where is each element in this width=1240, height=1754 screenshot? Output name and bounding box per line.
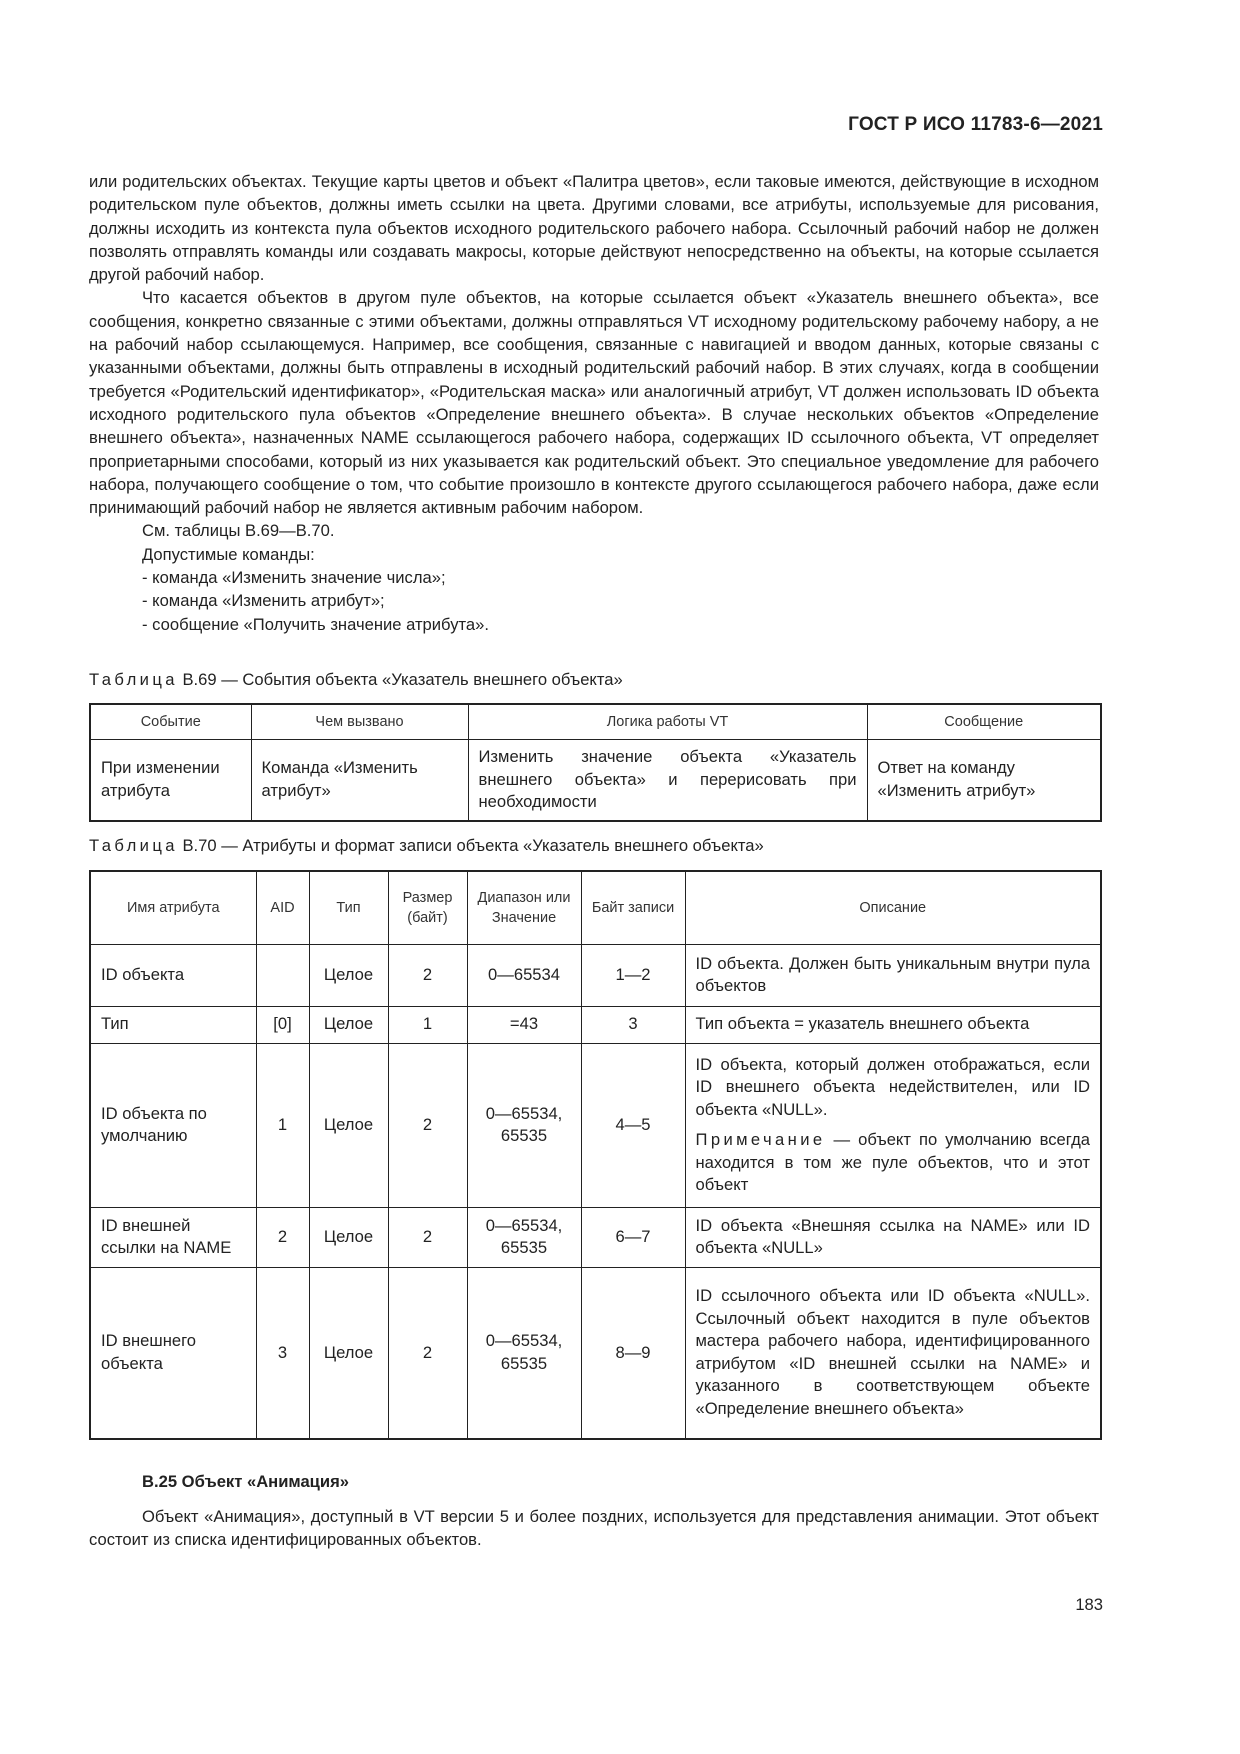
table-caption-text: В.70 — Атрибуты и формат записи объекта «Указатель внешнего объекта» — [177, 836, 764, 855]
attribute-name: ID внешнего объекта — [90, 1267, 256, 1439]
note-label: Примечание — [695, 1130, 826, 1149]
attribute-description: ID ссылочного объекта или ID объекта «NULL». Ссылочный объект находится в пуле объектов мастера рабочего набора, идентифицированного атрибутом «ID внешней ссылки на NAME» и указанного в соответствующем объекте «Определение внешнего объекта» — [685, 1267, 1101, 1439]
command-item: - команда «Изменить атрибут»; — [142, 591, 385, 611]
attribute-type: Целое — [309, 1006, 388, 1043]
table-caption-label: Таблица — [89, 670, 178, 689]
attribute-name: ID объекта по умолчанию — [90, 1043, 256, 1207]
section-paragraph: Объект «Анимация», доступный в VT версии 5 и более поздних, используется для представления анимации. Этот объект состоит из списка идентифицированных объектов. — [89, 1507, 1099, 1550]
attribute-size: 1 — [388, 1006, 467, 1043]
column-header: Размер (байт) — [388, 871, 467, 944]
attribute-description: ID объекта «Внешняя ссылка на NAME» или ID объекта «NULL» — [685, 1207, 1101, 1267]
note-text: — объект по умолчанию всегда находится в том же пуле объектов, что и этот объект — [695, 1130, 1090, 1194]
attribute-type: Целое — [309, 1043, 388, 1207]
attribute-bytes: 3 — [581, 1006, 685, 1043]
attribute-size: 2 — [388, 944, 467, 1006]
attribute-bytes: 4—5 — [581, 1043, 685, 1207]
table-cell: Команда «Изменить атрибут» — [251, 739, 468, 821]
column-header: Сообщение — [867, 704, 1101, 739]
attribute-name: ID объекта — [90, 944, 256, 1006]
attribute-aid: 1 — [256, 1043, 309, 1207]
column-header: Имя атрибута — [90, 871, 256, 944]
attribute-type: Целое — [309, 944, 388, 1006]
attribute-bytes: 6—7 — [581, 1207, 685, 1267]
column-header: Логика работы VT — [468, 704, 867, 739]
attribute-range: =43 — [467, 1006, 581, 1043]
table-69-caption — [89, 670, 623, 690]
table-row — [90, 1207, 1101, 1267]
attribute-range: 0—65534, 65535 — [467, 1207, 581, 1267]
attribute-type: Целое — [309, 1267, 388, 1439]
table-70-caption — [89, 836, 764, 856]
allowed-commands-title: Допустимые команды: — [142, 544, 315, 564]
column-header: Описание — [685, 871, 1101, 944]
table-row — [90, 739, 1101, 821]
attribute-aid: 2 — [256, 1207, 309, 1267]
command-item: - команда «Изменить значение числа»; — [142, 568, 446, 588]
attribute-range: 0—65534, 65535 — [467, 1043, 581, 1207]
section-title: В.25 Объект «Анимация» — [142, 1472, 350, 1491]
attribute-aid: [0] — [256, 1006, 309, 1043]
attribute-description: ID объекта. Должен быть уникальным внутри пула объектов — [685, 944, 1101, 1006]
description-note — [696, 1129, 1091, 1197]
table-row — [90, 1043, 1101, 1207]
column-header: Байт записи — [581, 871, 685, 944]
see-tables-line: См. таблицы В.69—В.70. — [142, 521, 335, 541]
table-70 — [89, 870, 1102, 1440]
attribute-range: 0—65534 — [467, 944, 581, 1006]
column-header: Диапазон или Значение — [467, 871, 581, 944]
page-number: 183 — [1075, 1595, 1103, 1614]
table-cell: Ответ на команду «Изменить атрибут» — [867, 739, 1101, 821]
attribute-aid: 3 — [256, 1267, 309, 1439]
standard-header: ГОСТ Р ИСО 11783-6—2021 — [848, 114, 1103, 135]
table-69 — [89, 703, 1102, 822]
table-header-row — [90, 871, 1101, 944]
section-text — [89, 1505, 1099, 1552]
attribute-bytes: 1—2 — [581, 944, 685, 1006]
attribute-name: Тип — [90, 1006, 256, 1043]
column-header: Событие — [90, 704, 251, 739]
attribute-range: 0—65534, 65535 — [467, 1267, 581, 1439]
attribute-aid — [256, 944, 309, 1006]
table-header-row — [90, 704, 1101, 739]
command-item: - сообщение «Получить значение атрибута». — [142, 614, 489, 634]
description-text: ID объекта, который должен отображаться, если ID внешнего объекта недействителен, или ID объекта «NULL». — [695, 1054, 1090, 1119]
attribute-type: Целое — [309, 1207, 388, 1267]
table-row — [90, 1267, 1101, 1439]
table-cell: При изменении атрибута — [90, 739, 251, 821]
paragraph-2: Что касается объектов в другом пуле объектов, на которые ссылается объект «Указатель внешнего объекта», все сообщения, конкретно связанные с этими объектами, должны отправляться VT исходному родительскому рабочему набору, а не на рабочий набор ссылающемуся. Например, все сообщения, связанные с навигацией и вводом данных, которые связаны с указанными объектами, должны быть отправлены в исходный родительский рабочий набор. В этих случаях, когда в сообщении требуется «Родительский идентификатор», «Родительская маска» или аналогичный атрибут, VT должен использовать ID объекта исходного родительского пула объектов «Определение внешнего объекта». В случае нескольких объектов «Определение внешнего объекта», назначенных NAME ссылающегося рабочего набора, содержащих ID ссылочного объекта, VT определяет проприетарными способами, который из них указывается как родительский объект. Это специальное уведомление для рабочего набора, получающего сообщение о том, что событие произошло в контексте другого ссылающегося рабочего набора, даже если принимающий рабочий набор не является активным рабочим набором. — [89, 288, 1099, 518]
attribute-size: 2 — [388, 1267, 467, 1439]
table-row — [90, 944, 1101, 1006]
attribute-bytes: 8—9 — [581, 1267, 685, 1439]
body-text — [89, 170, 1099, 636]
column-header: AID — [256, 871, 309, 944]
attribute-description: Тип объекта = указатель внешнего объекта — [685, 1006, 1101, 1043]
table-row — [90, 1006, 1101, 1043]
attribute-size: 2 — [388, 1207, 467, 1267]
table-caption-text: В.69 — События объекта «Указатель внешнего объекта» — [177, 670, 623, 689]
column-header: Чем вызвано — [251, 704, 468, 739]
attribute-name: ID внешней ссылки на NAME — [90, 1207, 256, 1267]
table-caption-label: Таблица — [89, 836, 178, 855]
paragraph-1: или родительских объектах. Текущие карты цветов и объект «Палитра цветов», если таковые имеются, действующие в исходном родительском пуле объектов, должны иметь ссылки на цвета. Другими словами, все атрибуты, используемые для рисования, должны исходить из контекста пула объектов исходного родительского рабочего набора. Ссылочный рабочий набор не должен позволять отправлять команды или создавать макросы, которые действуют непосредственно на объекты, на которые ссылается другой рабочий набор. — [89, 172, 1099, 285]
column-header: Тип — [309, 871, 388, 944]
attribute-size: 2 — [388, 1043, 467, 1207]
table-cell: Изменить значение объекта «Указатель внешнего объекта» и перерисовать при необходимости — [468, 739, 867, 821]
attribute-description — [685, 1043, 1101, 1207]
